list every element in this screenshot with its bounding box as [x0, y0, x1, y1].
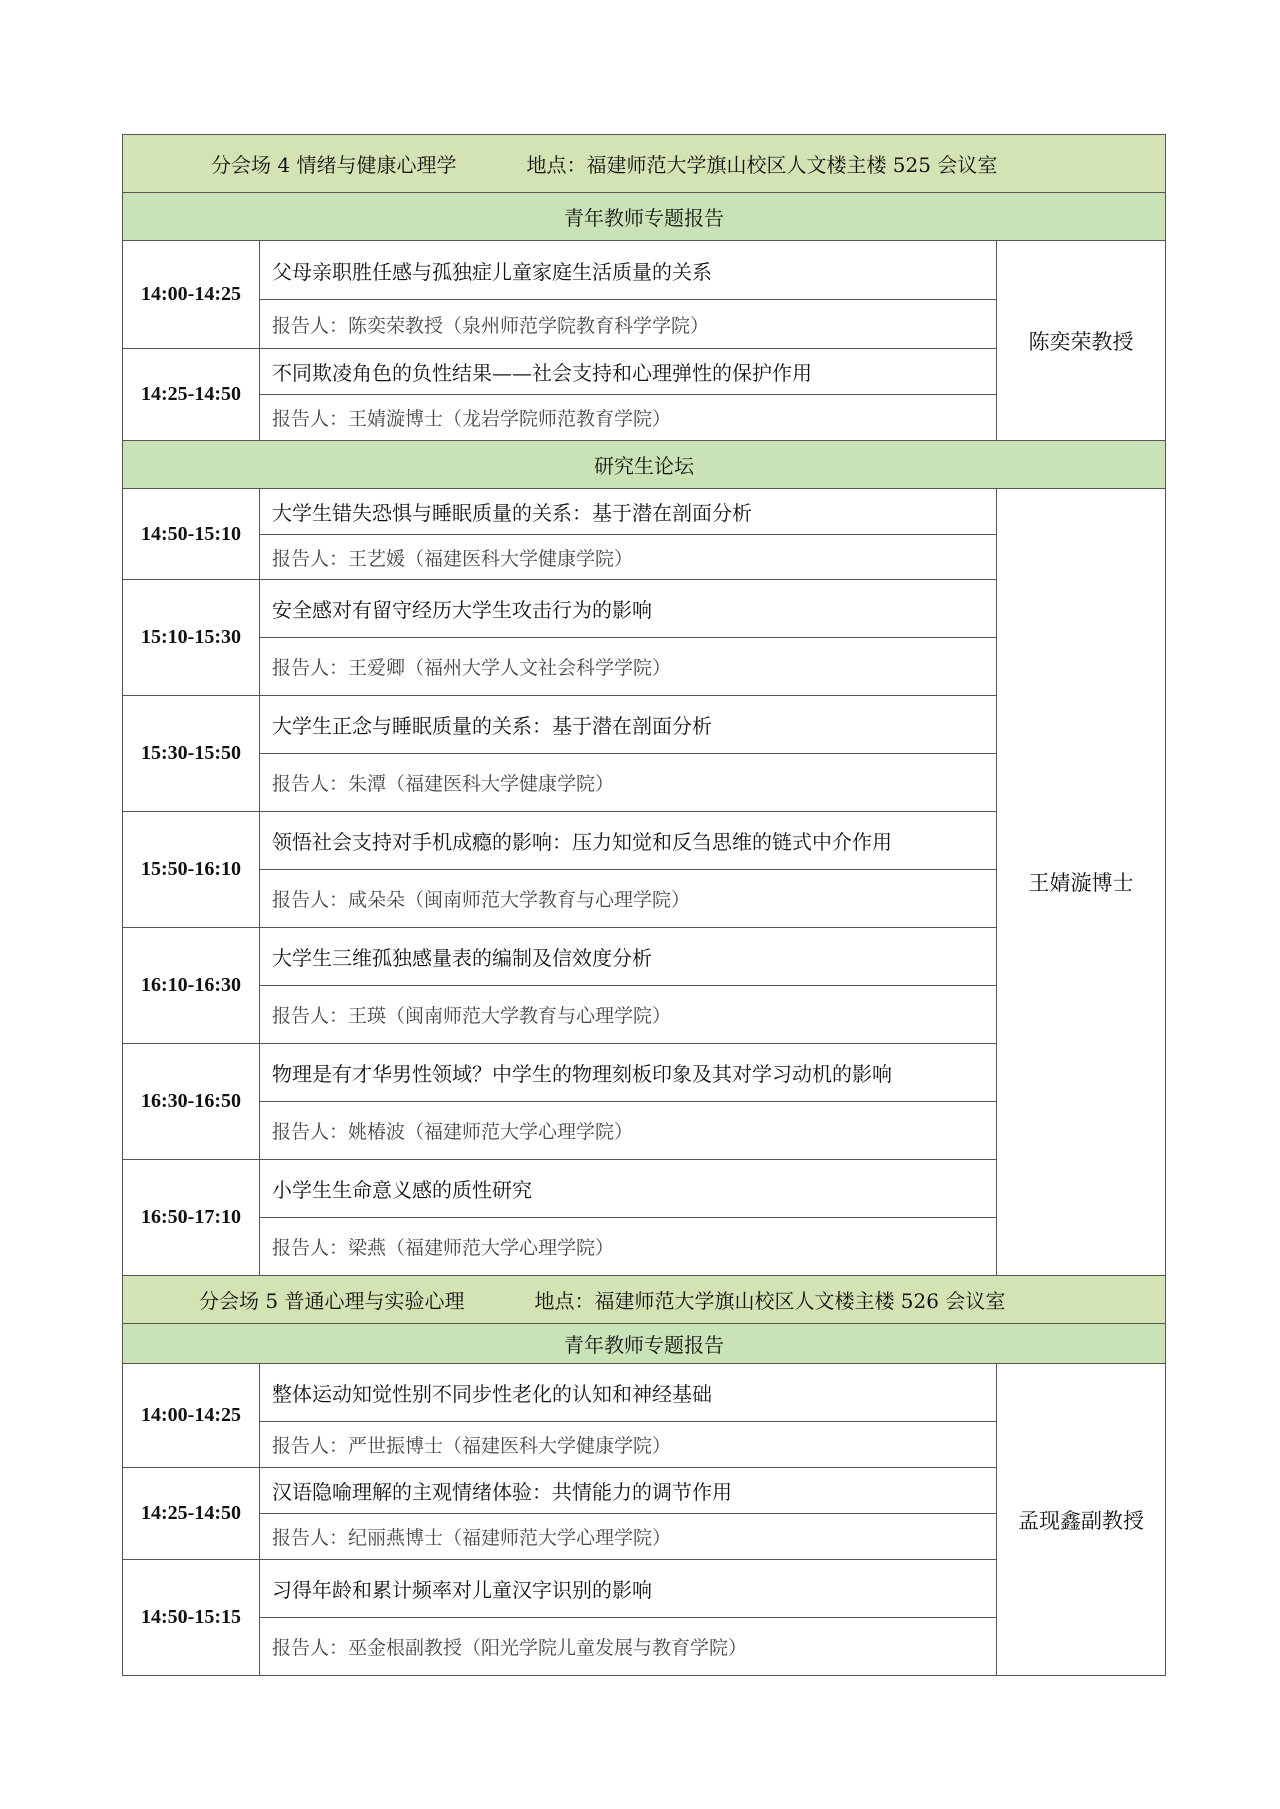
reporter: 报告人：王婧漩博士（龙岩学院师范教育学院）: [260, 395, 997, 441]
session-header: [123, 1276, 1166, 1324]
chair-name: 王婧漩博士: [997, 489, 1166, 1276]
session-name: 分会场 5 普通心理与实验心理: [199, 1289, 465, 1313]
time-slot: 16:10-16:30: [123, 928, 260, 1044]
time-slot: 15:30-15:50: [123, 696, 260, 812]
reporter: 报告人：梁燕（福建师范大学心理学院）: [260, 1218, 997, 1276]
chair-name: 孟现鑫副教授: [997, 1364, 1166, 1676]
talk-title: 大学生正念与睡眠质量的关系：基于潜在剖面分析: [260, 696, 997, 754]
reporter: 报告人：陈奕荣教授（泉州师范学院教育科学学院）: [260, 300, 997, 349]
reporter: 报告人：咸朵朵（闽南师范大学教育与心理学院）: [260, 870, 997, 928]
time-slot: 14:25-14:50: [123, 1468, 260, 1560]
schedule-table: [122, 134, 1166, 1676]
time-slot: 16:30-16:50: [123, 1044, 260, 1160]
table-row: [123, 241, 1166, 300]
talk-title: 大学生错失恐惧与睡眠质量的关系：基于潜在剖面分析: [260, 489, 997, 535]
block-header-row: [123, 1324, 1166, 1364]
time-slot: 14:00-14:25: [123, 241, 260, 349]
time-slot: 14:00-14:25: [123, 1364, 260, 1468]
session-location: 地点：福建师范大学旗山校区人文楼主楼 525 会议室: [526, 153, 998, 177]
block-header-row: [123, 193, 1166, 241]
talk-title: 习得年龄和累计频率对儿童汉字识别的影响: [260, 1560, 997, 1618]
reporter: 报告人：王瑛（闽南师范大学教育与心理学院）: [260, 986, 997, 1044]
session-location: 地点：福建师范大学旗山校区人文楼主楼 526 会议室: [534, 1289, 1006, 1313]
block-heading: 研究生论坛: [123, 441, 1166, 489]
reporter: 报告人：王艺媛（福建医科大学健康学院）: [260, 535, 997, 580]
session-header-row: [123, 1276, 1166, 1324]
talk-title: 安全感对有留守经历大学生攻击行为的影响: [260, 580, 997, 638]
talk-title: 物理是有才华男性领域？中学生的物理刻板印象及其对学习动机的影响: [260, 1044, 997, 1102]
time-slot: 14:50-15:10: [123, 489, 260, 580]
time-slot: 16:50-17:10: [123, 1160, 260, 1276]
reporter: 报告人：王爱卿（福州大学人文社会科学学院）: [260, 638, 997, 696]
talk-title: 小学生生命意义感的质性研究: [260, 1160, 997, 1218]
talk-title: 领悟社会支持对手机成瘾的影响：压力知觉和反刍思维的链式中介作用: [260, 812, 997, 870]
talk-title: 汉语隐喻理解的主观情绪体验：共情能力的调节作用: [260, 1468, 997, 1514]
talk-title: 不同欺凌角色的负性结果——社会支持和心理弹性的保护作用: [260, 349, 997, 395]
time-slot: 15:10-15:30: [123, 580, 260, 696]
session-name: 分会场 4 情绪与健康心理学: [211, 153, 457, 177]
block-header-row: [123, 441, 1166, 489]
reporter: 报告人：严世振博士（福建医科大学健康学院）: [260, 1422, 997, 1468]
time-slot: 14:25-14:50: [123, 349, 260, 441]
table-row: [123, 1364, 1166, 1422]
talk-title: 父母亲职胜任感与孤独症儿童家庭生活质量的关系: [260, 241, 997, 300]
time-slot: 14:50-15:15: [123, 1560, 260, 1676]
reporter: 报告人：纪丽燕博士（福建师范大学心理学院）: [260, 1514, 997, 1560]
reporter: 报告人：巫金根副教授（阳光学院儿童发展与教育学院）: [260, 1618, 997, 1676]
block-heading: 青年教师专题报告: [123, 193, 1166, 241]
table-row: [123, 489, 1166, 535]
talk-title: 整体运动知觉性别不同步性老化的认知和神经基础: [260, 1364, 997, 1422]
time-slot: 15:50-16:10: [123, 812, 260, 928]
session-header-row: [123, 135, 1166, 193]
talk-title: 大学生三维孤独感量表的编制及信效度分析: [260, 928, 997, 986]
reporter: 报告人：姚椿波（福建师范大学心理学院）: [260, 1102, 997, 1160]
block-heading: 青年教师专题报告: [123, 1324, 1166, 1364]
chair-name: 陈奕荣教授: [997, 241, 1166, 441]
session-header: [123, 135, 1166, 193]
reporter: 报告人：朱潭（福建医科大学健康学院）: [260, 754, 997, 812]
